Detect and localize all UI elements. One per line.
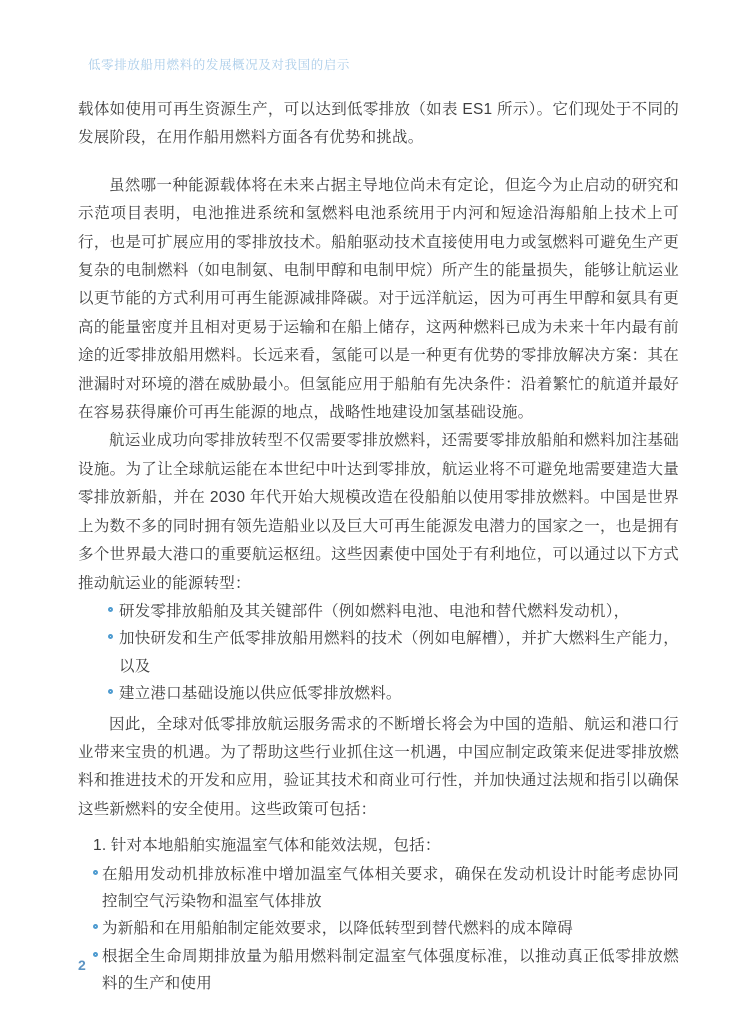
list-item — [108, 680, 679, 707]
list-item-text: 为新船和在用船舶制定能效要求，以降低转型到替代燃料的成本障碍 — [102, 920, 574, 938]
bullet-circle-icon — [108, 607, 113, 612]
paragraph-energy-carriers: 虽然哪一种能源载体将在未来占据主导地位尚未有定论，但迄今为止启动的研究和示范项目表明，电池推进系统和氢燃料电池系统用于内河和短途沿海船舶上技术上可行，也是可扩展应用的零排放技术。船舶驱动技术直接使用电力或氢燃料可避免生产更复杂的电制燃料（如电制氨、电制甲醇和电制甲烷）所产生的能量损失，能够让航运业以更节能的方式利用可再生能源减排降碳。对于远洋航运，因为可再生甲醇和氨具有更高的能量密度并且相对更易于运输和在船上储存，这两种燃料已成为未来十年内最有前途的近零排放船用燃料。长远来看，氢能可以是一种更有优势的零排放解决方案：其在泄漏时对环境的潜在威胁最小。但氢能应用于船舶有先决条件：沿着繁忙的航道并最好在容易获得廉价可再生能源的地点，战略性地建设加氢基础设施。 — [78, 176, 679, 422]
paragraph-policy-opportunity: 因此，全球对低零排放航运服务需求的不断增长将会为中国的造船、航运和港口行业带来宝贵的机遇。为了帮助这些行业抓住这一机遇，中国应制定政策来促进零排放燃料和推进技术的开发和应用，验证其技术和商业可行性，并加快通过法规和指引以确保这些新燃料的安全使用。这些政策可包括： — [78, 715, 679, 818]
list-item — [108, 625, 679, 680]
list-item-text: 根据全生命周期排放量为船用燃料制定温室气体强度标准，以推动真正低零排放燃料的生产和使用 — [102, 947, 679, 993]
paragraph-intro-continuation: 载体如使用可再生资源生产，可以达到低零排放（如表 ES1 所示）。它们现处于不同的发展阶段，在用作船用燃料方面各有优势和挑战。 — [78, 101, 679, 147]
numbered-item-ghg-regulations: 1. 针对本地船舶实施温室气体和能效法规，包括： — [93, 837, 441, 855]
bullet-circle-icon — [108, 634, 113, 639]
page-content — [78, 96, 679, 998]
list-item — [93, 915, 679, 942]
list-item-text: 在船用发动机排放标准中增加温室气体相关要求，确保在发动机设计时能考虑协同控制空气污染物和温室气体排放 — [102, 865, 679, 910]
bullet-list-policy — [78, 861, 679, 998]
list-item-text: 研发零排放船舶及其关键部件（例如燃料电池、电池和替代燃料发动机）， — [119, 602, 630, 620]
bullet-circle-icon — [108, 689, 113, 694]
bullet-list-measures — [78, 598, 679, 708]
list-item-text: 加快研发和生产低零排放船用燃料的技术（例如电解槽），并扩大燃料生产能力，以及 — [119, 630, 679, 675]
running-header-title: 低零排放船用燃料的发展概况及对我国的启示 — [88, 58, 351, 72]
bullet-circle-icon — [93, 924, 98, 929]
list-item — [108, 598, 679, 625]
list-item — [93, 943, 679, 998]
bullet-circle-icon — [93, 952, 98, 957]
list-item-text: 建立港口基础设施以供应低零排放燃料。 — [119, 685, 402, 703]
paragraph-shipping-transition: 航运业成功向零排放转型不仅需要零排放燃料，还需要零排放船舶和燃料加注基础设施。为了让全球航运能在本世纪中叶达到零排放，航运业将不可避免地需要建造大量零排放新船，并在 2030 年代开始大规模改造在役船舶以使用零排放燃料。中国是世界上为数不多的同时拥有领先造船业以及巨大可再生能源发电潜力的国家之一，也是拥有多个世界最大港口的重要航运枢纽。这些因素使中国处于有利地位，可以通过以下方式推动航运业的能源转型： — [78, 432, 679, 592]
page-number: 2 — [78, 957, 86, 973]
bullet-circle-icon — [93, 870, 98, 875]
list-item — [93, 861, 679, 916]
